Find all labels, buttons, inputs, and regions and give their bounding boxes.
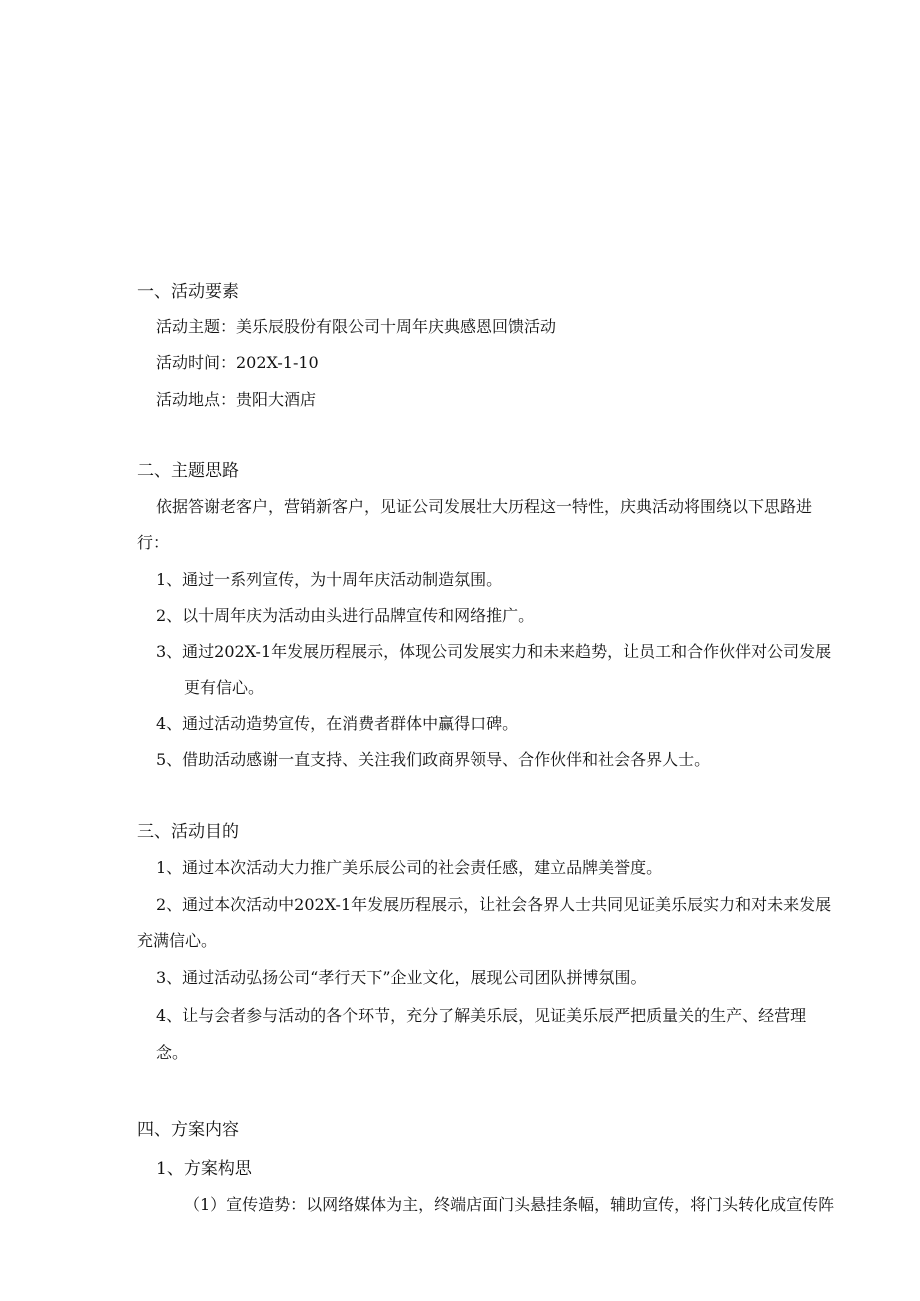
activity-theme: 活动主题：美乐辰股份有限公司十周年庆典感恩回馈活动 [156,317,557,336]
activity-place: 活动地点：贵阳大酒店 [156,390,317,409]
purpose-item: 2、通过本次活动中202X-1年发展历程展示，让社会各界人士共同见证美乐辰实力和对未来发展 [156,895,832,914]
section-heading-activity-purpose: 三、活动目的 [137,822,239,842]
theme-intro-line1: 依据答谢老客户，营销新客户，见证公司发展壮大历程这一特性，庆典活动将围绕以下思路进 [156,497,813,516]
theme-item: 3、通过202X-1年发展历程展示，体现公司发展实力和未来趋势，让员工和合作伙伴对公司发展 [156,642,832,661]
section-heading-plan-content: 四、方案内容 [137,1120,239,1140]
theme-item: 1、通过一系列宣传，为十周年庆活动制造氛围。 [156,570,503,589]
theme-item: 5、借助活动感谢一直支持、关注我们政商界领导、合作伙伴和社会各界人士。 [156,750,711,769]
purpose-item: 3、通过活动弘扬公司“孝行天下”企业文化，展现公司团队拼博氛围。 [156,968,647,987]
theme-intro-line2: 行： [137,533,170,552]
activity-time: 活动时间：202X-1-10 [156,353,319,372]
theme-item-continuation: 更有信心。 [184,678,265,697]
purpose-item-continuation: 充满信心。 [137,931,218,950]
purpose-item-continuation: 念。 [156,1043,189,1062]
plan-paragraph: （1）宣传造势：以网络媒体为主，终端店面门头悬挂条幅，辅助宣传，将门头转化成宣传阵 [184,1195,835,1214]
theme-item: 2、以十周年庆为活动由头进行品牌宣传和网络推广。 [156,606,535,625]
section-heading-activity-elements: 一、活动要素 [137,282,239,302]
section-heading-theme-ideas: 二、主题思路 [137,461,239,481]
sub-heading-plan-concept: 1、方案构思 [156,1159,252,1179]
purpose-item: 1、通过本次活动大力推广美乐辰公司的社会责任感，建立品牌美誉度。 [156,858,663,877]
theme-item: 4、通过活动造势宣传，在消费者群体中赢得口碑。 [156,714,519,733]
purpose-item: 4、让与会者参与活动的各个环节，充分了解美乐辰，见证美乐辰严把质量关的生产、经营理 [156,1006,807,1025]
